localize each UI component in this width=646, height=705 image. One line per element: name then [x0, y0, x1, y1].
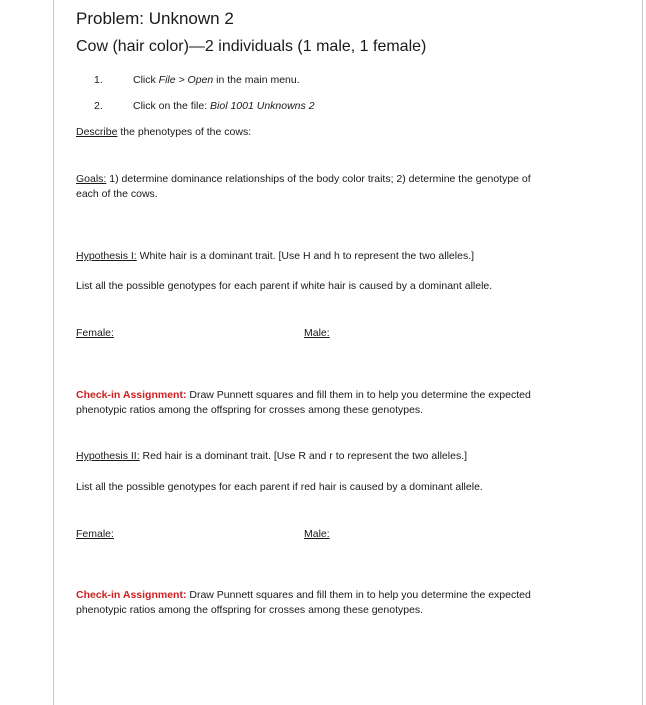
- step-text: Click on the file: Biol 1001 Unknowns 2: [133, 100, 315, 112]
- goals-text: Goals: 1) determine dominance relationships of the body color traits; 2) determine the genotype of each of the cows.: [76, 173, 531, 200]
- checkin-assignment-2: Check-in Assignment: Draw Punnett squares and fill them in to help you determine the expected phenotypic ratios among the offspring for crosses among these genotypes.: [76, 589, 531, 616]
- hypothesis-2-list-prompt: List all the possible genotypes for each parent if red hair is caused by a dominant allele.: [76, 481, 483, 493]
- step-text: Click File > Open in the main menu.: [133, 74, 300, 86]
- page-title: Problem: Unknown 2: [76, 9, 234, 28]
- male-label: Male:: [304, 528, 330, 540]
- checkin-assignment-1: Check-in Assignment: Draw Punnett squares and fill them in to help you determine the expected phenotypic ratios among the offspring for crosses among these genotypes.: [76, 389, 531, 416]
- hypothesis-1: Hypothesis I: White hair is a dominant trait. [Use H and h to represent the two alleles.]: [76, 250, 475, 262]
- page-subtitle: Cow (hair color)—2 individuals (1 male, 1 female): [76, 38, 427, 55]
- female-label: Female:: [76, 327, 114, 339]
- male-label: Male:: [304, 327, 330, 339]
- female-label: Female:: [76, 528, 114, 540]
- hypothesis-1-list-prompt: List all the possible genotypes for each parent if white hair is caused by a dominant allele.: [76, 280, 493, 292]
- step-number: 2.: [94, 100, 103, 112]
- step-number: 1.: [94, 74, 103, 86]
- describe-prompt: Describe the phenotypes of the cows:: [76, 126, 252, 138]
- hypothesis-2: Hypothesis II: Red hair is a dominant trait. [Use R and r to represent the two alleles.]: [76, 450, 468, 462]
